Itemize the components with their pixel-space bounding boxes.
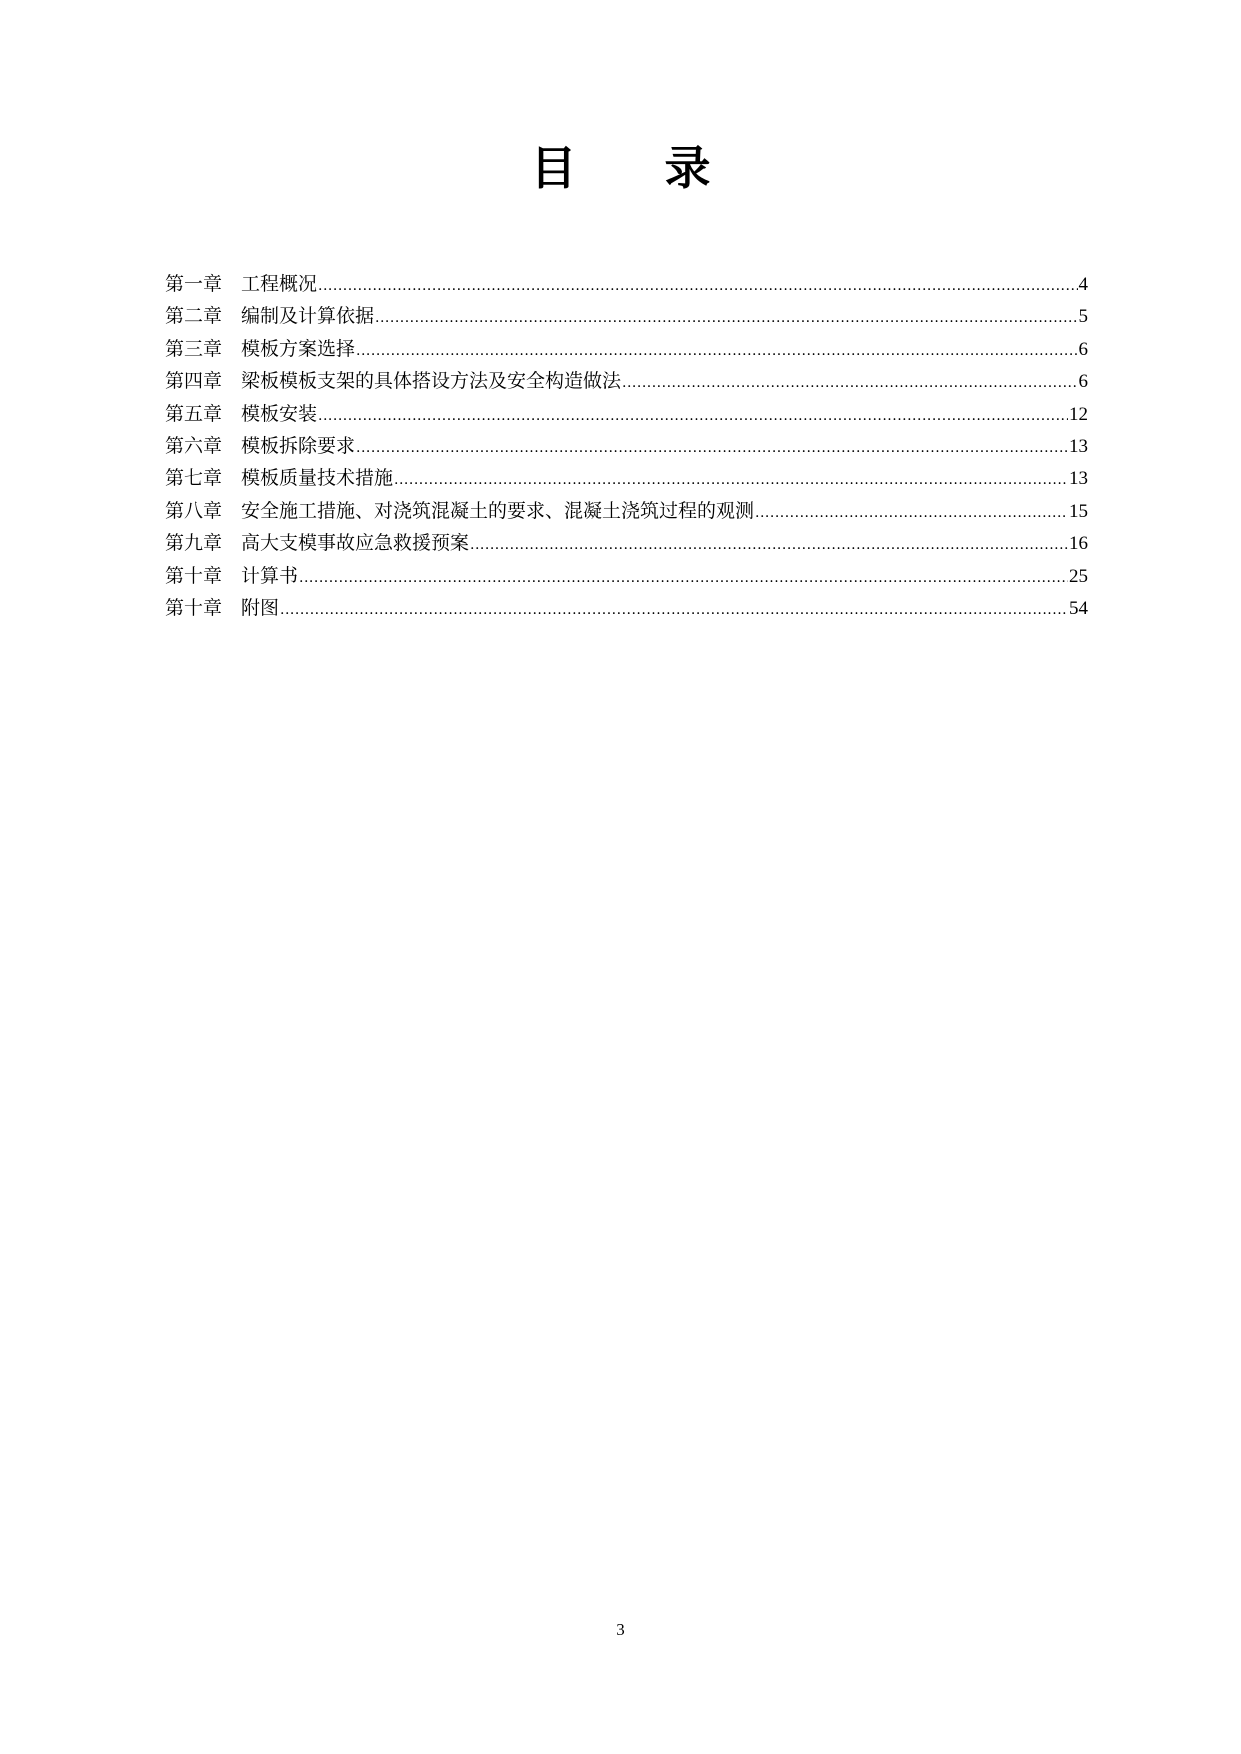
toc-entry-1[interactable] bbox=[165, 268, 1088, 300]
toc-page-number: 13 bbox=[1069, 435, 1088, 457]
toc-dot-leader bbox=[470, 529, 1068, 561]
toc-chapter-label: 第十章 bbox=[165, 564, 223, 587]
toc-dot-leader bbox=[318, 400, 1068, 432]
toc-dot-leader bbox=[318, 270, 1077, 302]
toc-chapter-label: 第三章 bbox=[165, 337, 223, 360]
toc-page-number: 13 bbox=[1069, 468, 1088, 490]
toc-page-number: 54 bbox=[1069, 597, 1088, 619]
page-number: 3 bbox=[616, 1620, 625, 1639]
toc-entry-title: 梁板模板支架的具体搭设方法及安全构造做法 bbox=[241, 370, 622, 393]
toc-entry-title: 模板质量技术措施 bbox=[241, 467, 394, 490]
toc-entry-5[interactable] bbox=[165, 398, 1088, 430]
toc-chapter-label: 第二章 bbox=[165, 305, 223, 328]
table-of-contents bbox=[165, 268, 1088, 624]
toc-page-number: 15 bbox=[1069, 500, 1088, 522]
toc-entry-4[interactable] bbox=[165, 365, 1088, 397]
toc-entry-title: 模板方案选择 bbox=[241, 337, 356, 360]
toc-entry-9[interactable] bbox=[165, 527, 1088, 559]
toc-chapter-label: 第五章 bbox=[165, 402, 223, 425]
toc-entry-11[interactable] bbox=[165, 592, 1088, 624]
toc-entry-title: 工程概况 bbox=[241, 273, 318, 295]
toc-entry-title: 模板安装 bbox=[241, 402, 318, 425]
toc-entry-7[interactable] bbox=[165, 462, 1088, 494]
toc-dot-leader bbox=[622, 367, 1077, 399]
toc-chapter-label: 第九章 bbox=[165, 532, 223, 555]
toc-page-number: 25 bbox=[1069, 565, 1088, 587]
toc-chapter-label: 第七章 bbox=[165, 467, 223, 490]
toc-chapter-label: 第四章 bbox=[165, 370, 223, 393]
toc-entry-title: 高大支模事故应急救援预案 bbox=[241, 532, 470, 555]
toc-page-number: 16 bbox=[1069, 533, 1088, 555]
toc-chapter-label: 第一章 bbox=[165, 273, 223, 295]
toc-chapter-label: 第六章 bbox=[165, 434, 223, 457]
toc-page-number: 4 bbox=[1078, 274, 1088, 295]
toc-page-number: 12 bbox=[1069, 403, 1088, 425]
toc-entry-title: 安全施工措施、对浇筑混凝土的要求、混凝土浇筑过程的观测 bbox=[241, 499, 755, 522]
toc-entry-title: 附图 bbox=[241, 596, 280, 619]
toc-entry-title: 模板拆除要求 bbox=[241, 434, 356, 457]
toc-chapter-label: 第十章 bbox=[165, 596, 223, 619]
toc-entry-8[interactable] bbox=[165, 495, 1088, 527]
toc-dot-leader bbox=[280, 594, 1068, 626]
toc-entry-10[interactable] bbox=[165, 560, 1088, 592]
page-title-char-2: 录 bbox=[664, 141, 711, 195]
toc-dot-leader bbox=[755, 497, 1068, 529]
toc-entry-title: 计算书 bbox=[241, 564, 299, 587]
toc-dot-leader bbox=[375, 302, 1077, 334]
toc-dot-leader bbox=[356, 432, 1068, 464]
toc-entry-6[interactable] bbox=[165, 430, 1088, 462]
toc-dot-leader bbox=[394, 464, 1068, 496]
toc-page-number: 5 bbox=[1078, 306, 1088, 328]
toc-entry-title: 编制及计算依据 bbox=[241, 305, 375, 328]
toc-page-number: 6 bbox=[1078, 371, 1088, 393]
page-title bbox=[0, 138, 1241, 198]
toc-chapter-label: 第八章 bbox=[165, 499, 223, 522]
toc-entry-2[interactable] bbox=[165, 300, 1088, 332]
toc-entry-3[interactable] bbox=[165, 333, 1088, 365]
toc-dot-leader bbox=[356, 335, 1077, 367]
toc-page-number: 6 bbox=[1078, 338, 1088, 360]
page-title-char-1: 目 bbox=[530, 141, 577, 195]
toc-dot-leader bbox=[299, 562, 1068, 594]
